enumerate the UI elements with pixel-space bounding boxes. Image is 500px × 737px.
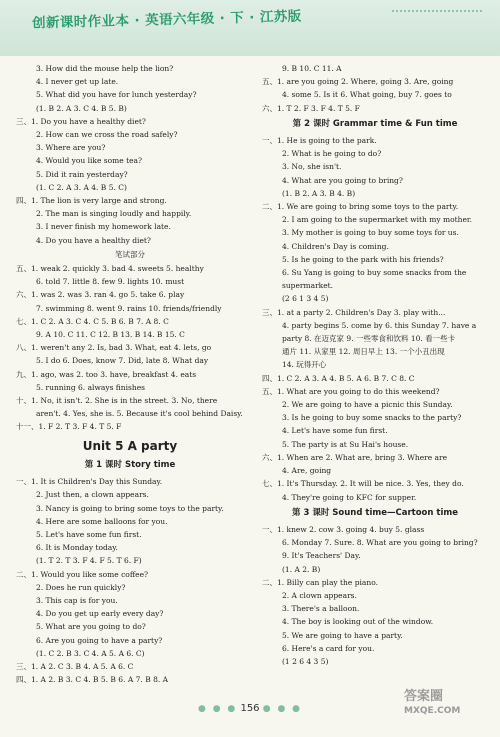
lesson-heading: 第 3 课时 Sound time—Cartoon time [291, 507, 459, 518]
answer-line: 四、1. A 2. B 3. C 4. B 5. B 6. A 7. B 8. A [16, 675, 169, 685]
answer-line: party 8. 在迈克家 9. 一些零食和饮料 10. 看一些卡 [282, 334, 456, 344]
answer-line: aren't. 4. Yes, she is. 5. Because it's cool behind Daisy. [36, 409, 243, 419]
answer-line: 2. Does he run quickly? [36, 582, 126, 592]
answer-line: 十一、1. F 2. T 3. F 4. T 5. F [16, 422, 122, 432]
answer-line: 3. There's a balloon. [282, 604, 360, 614]
answer-line: 4. The boy is looking out of the window. [282, 617, 434, 627]
answer-line: 3. I never finish my homework late. [36, 222, 171, 232]
answer-line: 3. My mother is going to buy some toys for us. [282, 228, 459, 238]
answer-line: 5. The party is at Su Hai's house. [282, 439, 409, 449]
answer-line: 五、1. weak 2. quickly 3. bad 4. sweets 5. healthy [16, 264, 204, 274]
answer-line: (1. C 2. B 3. C 4. A 5. A 6. C) [36, 648, 145, 658]
answer-line: 一、1. He is going to the park. [262, 136, 377, 146]
answer-line: 6. Su Yang is going to buy some snacks from the [282, 268, 467, 278]
answer-line: 九、1. ago, was 2. too 3. have, breakfast 4. eats [16, 369, 197, 379]
answer-line: (1. T 2. T 3. F 4. F 5. T 6. F) [36, 556, 142, 566]
answer-line: 四、1. C 2. A 3. A 4. B 5. A 6. B 7. C 8. C [262, 373, 415, 383]
page-header [0, 0, 500, 56]
answer-line: 通片 11. 从家里 12. 周日早上 13. 一个小丑出现 [282, 347, 445, 357]
answer-line: 三、1. Do you have a healthy diet? [16, 116, 146, 126]
answer-line: 3. Nancy is going to bring some toys to the party. [36, 503, 224, 513]
answer-line: 六、1. When are 2. What are, bring 3. Where are [262, 452, 448, 462]
answer-line: 5. What are you going to do? [36, 622, 146, 632]
answer-line: 2. I am going to the supermarket with my mother. [282, 215, 473, 225]
answer-line: 六、1. was 2. was 3. ran 4. go 5. take 6. play [16, 290, 185, 300]
answer-line: 4. Do you have a healthy diet? [36, 235, 151, 245]
answer-line: 2. We are going to have a picnic this Sunday. [282, 400, 453, 410]
answer-line: 6. Are you going to have a party? [36, 635, 163, 645]
answer-line: 4. some 5. Is it 6. What going, buy 7. goes to [282, 90, 452, 100]
answer-line: 4. What are you going to bring? [282, 175, 403, 185]
answer-line: 三、1. at a party 2. Children's Day 3. play with... [262, 307, 446, 317]
answer-line: 5. We are going to have a party. [282, 630, 403, 640]
answer-line: 二、1. Would you like some coffee? [16, 569, 149, 579]
answer-line: 五、1. What are you going to do this weekend? [262, 386, 440, 396]
answer-line: 5. Did it rain yesterday? [36, 169, 128, 179]
answer-line: 6. It is Monday today. [36, 543, 118, 553]
answer-line: supermarket. [282, 281, 334, 291]
answer-line: 14. 玩得开心 [282, 360, 327, 370]
answer-line: 五、1. are you going 2. Where, going 3. Are, going [262, 77, 454, 87]
answer-line: 4. Let's have some fun first. [282, 426, 388, 436]
header-decoration [392, 10, 482, 26]
answer-line: 4. Here are some balloons for you. [36, 516, 168, 526]
answer-line: 3. Where are you? [36, 143, 106, 153]
answer-line: 六、1. T 2. F 3. F 4. T 5. F [262, 103, 360, 113]
answer-line: 2. The man is singing loudly and happily. [36, 209, 192, 219]
answer-line: 八、1. weren't any 2. Is, bad 3. What, eat 4. lets, go [16, 343, 212, 353]
answer-line: 7. swimming 8. went 9. rains 10. friends/friendly [36, 303, 222, 313]
answer-line: 5. I do 6. Does, know 7. Did, late 8. What day [36, 356, 209, 366]
left-column [16, 62, 244, 686]
answer-line: 6. told 7. little 8. few 9. lights 10. must [36, 277, 185, 287]
lesson-heading: 第 1 课时 Story time [84, 459, 176, 470]
answer-line: (1. B 2. A 3. B 4. B) [282, 188, 356, 198]
unit-heading: Unit 5 A party [82, 438, 178, 453]
answer-line: 5. Let's have some fun first. [36, 529, 142, 539]
answer-line: 4. They're going to KFC for supper. [282, 492, 417, 502]
answer-line: 6. Here's a card for you. [282, 643, 375, 653]
answer-line: 4. Are, going [282, 466, 332, 476]
answer-line: 9. It's Teachers' Day. [282, 551, 361, 561]
answer-line: (1. B 2. A 3. C 4. B 5. B) [36, 103, 127, 113]
answer-line: 十、1. No, it isn't. 2. She is in the street. 3. No, there [16, 396, 218, 406]
answer-line: 2. What is he going to do? [282, 149, 382, 159]
section-subheading: 笔试部分 [115, 249, 145, 259]
answer-line: (1. A 2. B) [282, 564, 321, 574]
lesson-heading: 第 2 课时 Grammar time & Fun time [292, 118, 458, 129]
answer-line: (1. C 2. A 3. A 4. B 5. C) [36, 182, 127, 192]
answer-line: 5. running 6. always finishes [36, 382, 145, 392]
answer-line: 4. party begins 5. come by 6. this Sunday 7. have a [282, 320, 477, 330]
watermark-logo [404, 690, 460, 718]
right-column [262, 62, 488, 668]
answer-line: 七、1. C 2. A 3. C 4. C 5. B 6. B 7. A 8. C [16, 316, 169, 326]
answer-line: 2. How can we cross the road safely? [36, 130, 178, 140]
answer-line: 5. Is he going to the park with his friends? [282, 254, 444, 264]
page-number-text: 156 [240, 703, 260, 714]
answer-line: (1 2 6 4 3 5) [282, 656, 329, 666]
answer-line: 四、1. The lion is very large and strong. [16, 196, 167, 206]
answer-line: 一、1. knew 2. cow 3. going 4. buy 5. glass [262, 524, 425, 534]
answer-line: 3. How did the mouse help the lion? [36, 64, 174, 73]
watermark-line1: 答案圈 [404, 689, 444, 704]
answer-line: 4. Children's Day is coming. [282, 241, 389, 251]
answer-line: 3. No, she isn't. [282, 162, 342, 172]
answer-line: 七、1. It's Thursday. 2. It will be nice. 3. Yes, they do. [262, 479, 464, 489]
answer-line: 2. A clown appears. [282, 590, 357, 600]
answer-line: 5. What did you have for lunch yesterday? [36, 90, 197, 100]
answer-line: 4. Do you get up early every day? [36, 609, 164, 619]
watermark-line2: MXQE.COM [404, 706, 461, 716]
answer-line: 一、1. It is Children's Day this Sunday. [16, 477, 163, 487]
answer-line: 3. Is he going to buy some snacks to the party? [282, 413, 462, 423]
answer-line: 二、1. We are going to bring some toys to the party. [262, 202, 459, 212]
answer-line: 9. B 10. C 11. A [282, 64, 342, 73]
answer-line: 三、1. A 2. C 3. B 4. A 5. A 6. C [16, 661, 134, 671]
answer-line: 4. Would you like some tea? [36, 156, 143, 166]
answer-line: 4. I never get up late. [36, 77, 119, 87]
answer-line: 二、1. Billy can play the piano. [262, 577, 378, 587]
book-title: 创新课时作业本 · 英语六年级 · 下 · 江苏版 [31, 8, 302, 32]
answer-line: 9. A 10. C 11. C 12. B 13. B 14. B 15. C [36, 330, 185, 340]
page-number-dots-left: ● ● ● [197, 704, 238, 714]
answer-line: (2 6 1 3 4 5) [282, 294, 329, 304]
answer-line: 2. Just then, a clown appears. [36, 490, 149, 500]
answer-line: 6. Monday 7. Sure. 8. What are you going to bring? [282, 538, 478, 548]
page-number-dots-right: ● ● ● [262, 704, 303, 714]
answer-line: 3. This cap is for you. [36, 595, 118, 605]
